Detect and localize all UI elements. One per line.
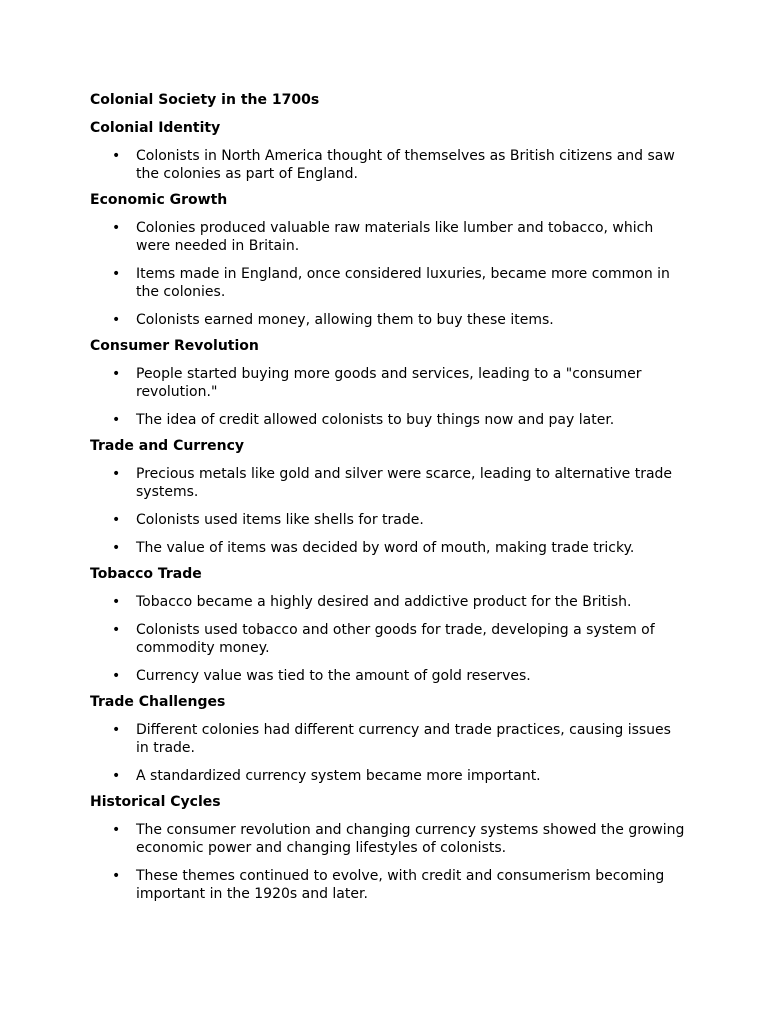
- bullet-list-historical-cycles: [90, 821, 688, 903]
- list-item-text: Tobacco became a highly desired and addictive product for the British.: [136, 594, 632, 610]
- list-item: [90, 511, 688, 529]
- list-item: [90, 219, 688, 255]
- list-item: [90, 265, 688, 301]
- list-item-text: Colonists used tobacco and other goods for trade, developing a system of commodity money.: [136, 622, 655, 656]
- list-item-text: The consumer revolution and changing currency systems showed the growing economic power and changing lifestyles of colonists.: [136, 822, 685, 856]
- list-item: [90, 667, 688, 685]
- bullet-icon: •: [112, 822, 121, 838]
- list-item: [90, 365, 688, 401]
- bullet-list-trade-challenges: [90, 721, 688, 785]
- section-heading-colonial-identity: Colonial Identity: [90, 120, 221, 136]
- list-item-text: Colonists in North America thought of themselves as British citizens and saw the colonies as part of England.: [136, 148, 675, 182]
- bullet-icon: •: [112, 512, 121, 528]
- bullet-list-tobacco-trade: [90, 593, 688, 685]
- section-heading-consumer-revolution: Consumer Revolution: [90, 338, 259, 354]
- bullet-icon: •: [112, 594, 121, 610]
- list-item-text: These themes continued to evolve, with credit and consumerism becoming important in the 1920s and later.: [136, 868, 665, 902]
- bullet-icon: •: [112, 622, 121, 638]
- list-item: [90, 621, 688, 657]
- section-heading-trade-challenges: Trade Challenges: [90, 694, 226, 710]
- bullet-icon: •: [112, 220, 121, 236]
- list-item: [90, 867, 688, 903]
- bullet-icon: •: [112, 868, 121, 884]
- bullet-icon: •: [112, 366, 121, 382]
- bullet-icon: •: [112, 412, 121, 428]
- bullet-icon: •: [112, 540, 121, 556]
- section-heading-historical-cycles: Historical Cycles: [90, 794, 221, 810]
- bullet-icon: •: [112, 266, 121, 282]
- bullet-list-trade-and-currency: [90, 465, 688, 557]
- list-item-text: Precious metals like gold and silver were scarce, leading to alternative trade systems.: [136, 466, 673, 500]
- list-item: [90, 721, 688, 757]
- list-item: [90, 411, 688, 429]
- list-item: [90, 821, 688, 857]
- list-item-text: Colonists used items like shells for trade.: [136, 512, 424, 528]
- list-item: [90, 767, 688, 785]
- list-item-text: Currency value was tied to the amount of gold reserves.: [136, 668, 531, 684]
- bullet-list-consumer-revolution: [90, 365, 688, 429]
- bullet-icon: •: [112, 466, 121, 482]
- section-heading-economic-growth: Economic Growth: [90, 192, 228, 208]
- bullet-icon: •: [112, 668, 121, 684]
- document-title: Colonial Society in the 1700s: [90, 92, 320, 108]
- bullet-icon: •: [112, 148, 121, 164]
- list-item: [90, 465, 688, 501]
- list-item-text: Different colonies had different currency and trade practices, causing issues in trade.: [136, 722, 671, 756]
- bullet-list-colonial-identity: [90, 147, 688, 183]
- list-item-text: Items made in England, once considered luxuries, became more common in the colonies.: [136, 266, 670, 300]
- section-heading-trade-and-currency: Trade and Currency: [90, 438, 244, 454]
- list-item: [90, 539, 688, 557]
- list-item: [90, 311, 688, 329]
- list-item-text: People started buying more goods and services, leading to a "consumer revolution.": [136, 366, 642, 400]
- bullet-list-economic-growth: [90, 219, 688, 329]
- bullet-icon: •: [112, 768, 121, 784]
- list-item-text: The value of items was decided by word of mouth, making trade tricky.: [136, 540, 635, 556]
- list-item-text: The idea of credit allowed colonists to buy things now and pay later.: [136, 412, 615, 428]
- list-item: [90, 593, 688, 611]
- section-heading-tobacco-trade: Tobacco Trade: [90, 566, 202, 582]
- list-item-text: A standardized currency system became more important.: [136, 768, 541, 784]
- list-item-text: Colonies produced valuable raw materials like lumber and tobacco, which were needed in Britain.: [136, 220, 654, 254]
- list-item: [90, 147, 688, 183]
- bullet-icon: •: [112, 722, 121, 738]
- bullet-icon: •: [112, 312, 121, 328]
- list-item-text: Colonists earned money, allowing them to buy these items.: [136, 312, 554, 328]
